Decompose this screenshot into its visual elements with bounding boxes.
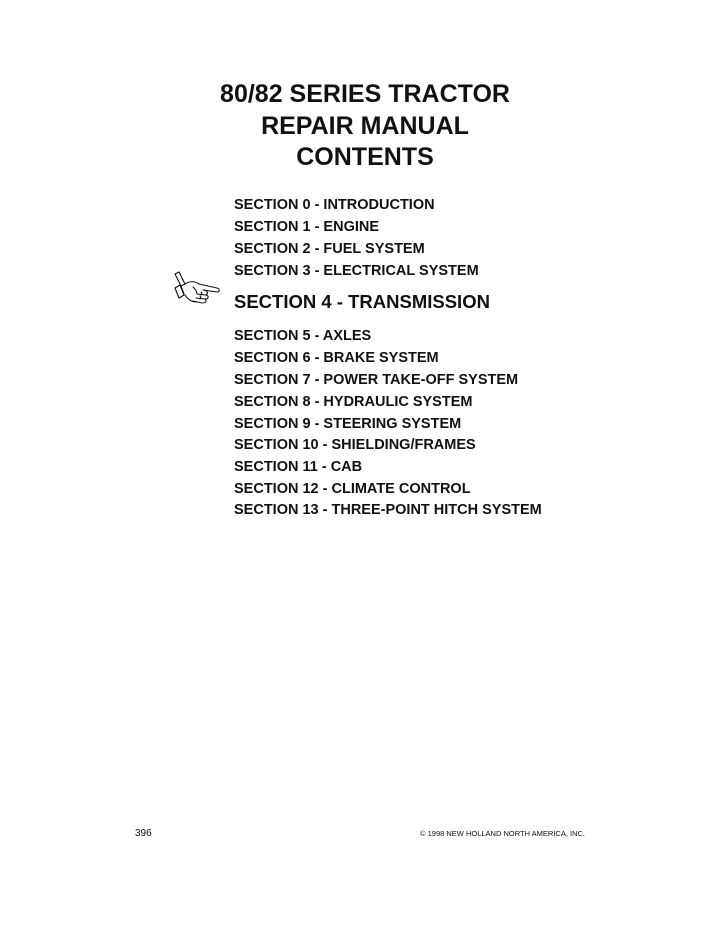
toc-item[interactable]: SECTION 0 - INTRODUCTION: [234, 197, 435, 213]
toc-item[interactable]: SECTION 4 - TRANSMISSION: [234, 291, 490, 312]
toc-item[interactable]: SECTION 12 - CLIMATE CONTROL: [234, 481, 471, 497]
toc-item[interactable]: SECTION 13 - THREE-POINT HITCH SYSTEM: [234, 502, 542, 518]
copyright-notice: © 1998 NEW HOLLAND NORTH AMERICA, INC.: [420, 829, 586, 838]
title-line-3: CONTENTS: [296, 143, 434, 171]
toc-item[interactable]: SECTION 9 - STEERING SYSTEM: [234, 416, 462, 432]
toc-item[interactable]: SECTION 2 - FUEL SYSTEM: [234, 241, 425, 257]
toc-item[interactable]: SECTION 10 - SHIELDING/FRAMES: [234, 437, 476, 453]
toc-item[interactable]: SECTION 1 - ENGINE: [234, 219, 380, 235]
title-line-2: REPAIR MANUAL: [261, 111, 469, 140]
page-number: 396: [135, 828, 152, 839]
toc-item[interactable]: SECTION 3 - ELECTRICAL SYSTEM: [234, 263, 479, 279]
toc-item[interactable]: SECTION 8 - HYDRAULIC SYSTEM: [234, 394, 473, 410]
page-title: [0, 79, 703, 174]
title-line-1: 80/82 SERIES TRACTOR: [220, 80, 510, 108]
toc-item[interactable]: SECTION 11 - CAB: [234, 459, 363, 475]
toc-item[interactable]: SECTION 5 - AXLES: [234, 328, 372, 344]
toc-item[interactable]: SECTION 6 - BRAKE SYSTEM: [234, 350, 439, 366]
pointing-hand-icon: [173, 270, 227, 308]
toc-item[interactable]: SECTION 7 - POWER TAKE-OFF SYSTEM: [234, 372, 519, 388]
